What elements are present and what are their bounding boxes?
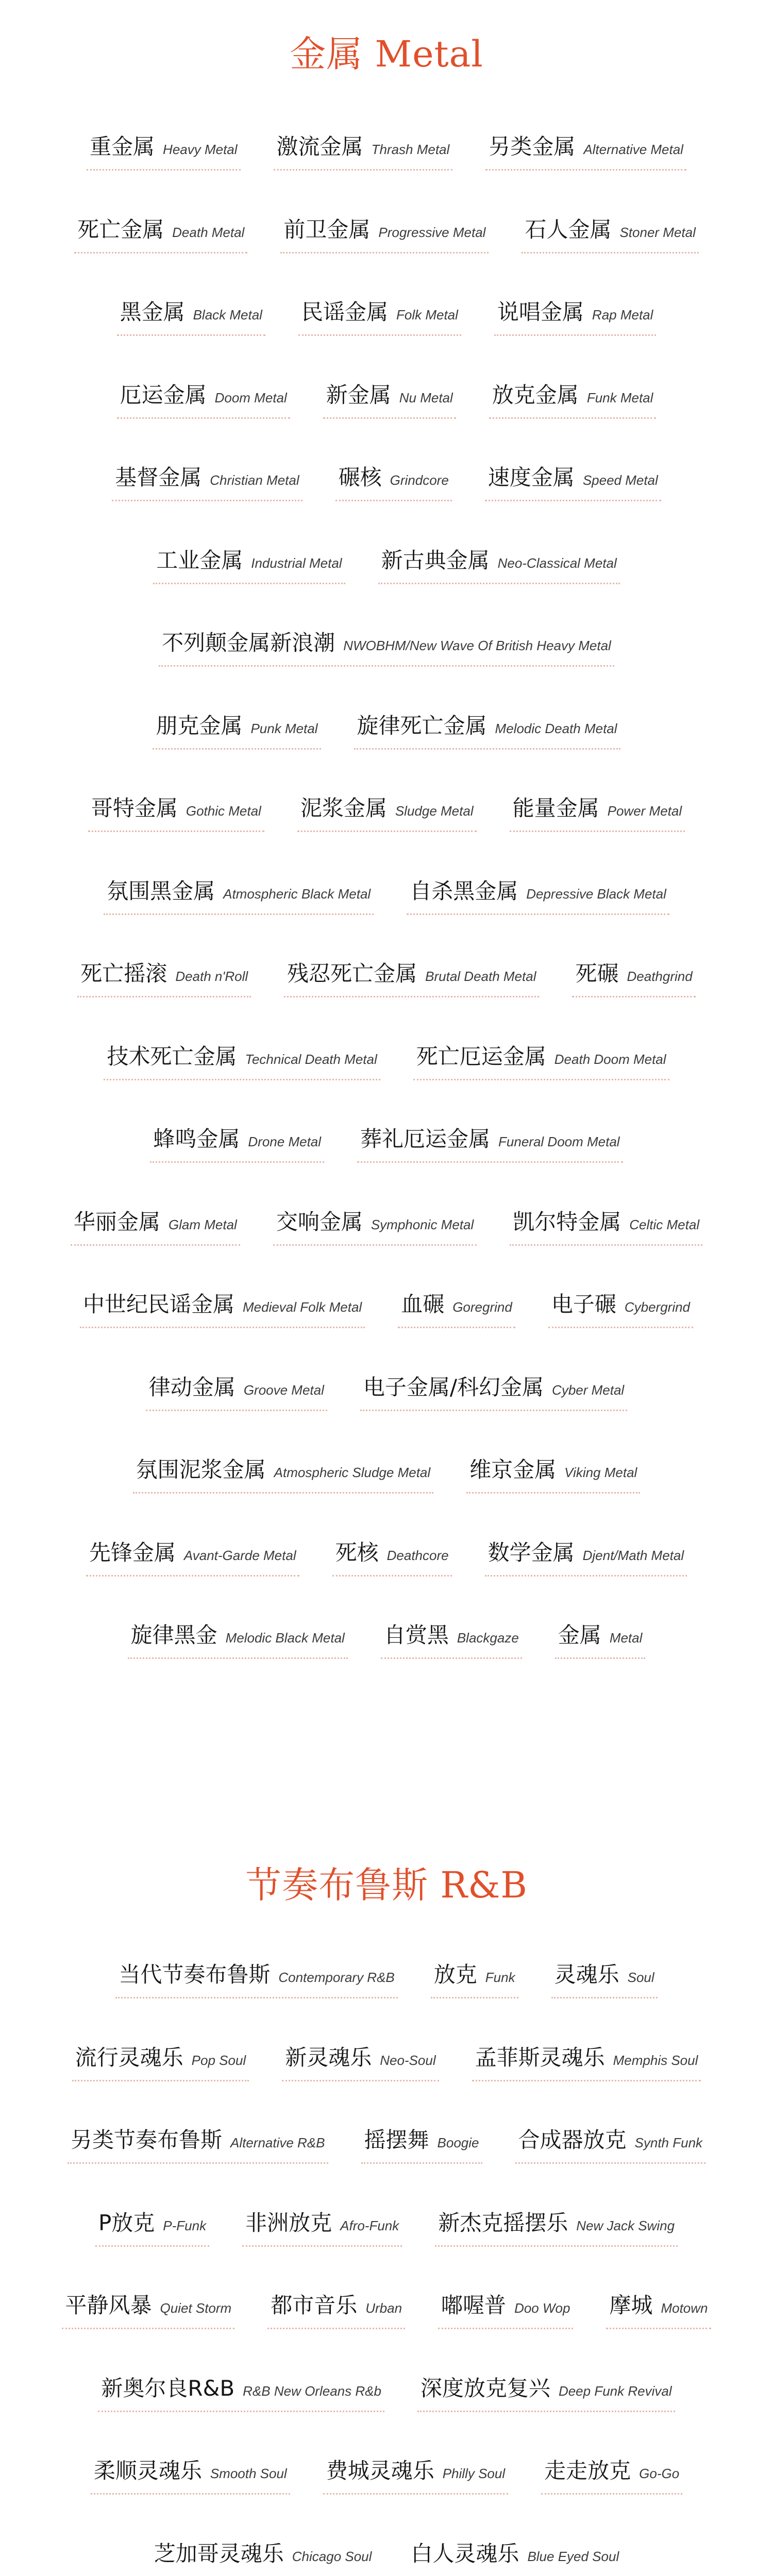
genre-chinese-name: 黑金属 [120,299,185,325]
genre-item [515,2126,706,2164]
genre-english-name: Memphis Soul [613,2053,698,2068]
genre-item [98,2375,384,2412]
genre-item [95,2209,209,2247]
genre-english-name: Progressive Metal [378,225,486,240]
genre-english-name: Doom Metal [214,390,287,405]
genre-chinese-name: 自杀黑金属 [410,878,518,904]
genre-chinese-name: 凯尔特金属 [513,1209,621,1234]
genre-chinese-name: 死亡摇滚 [80,961,167,986]
genre-english-name: Deep Funk Revival [558,2383,672,2399]
genre-item [62,2292,234,2329]
genre-item [335,464,452,501]
genre-item [74,216,247,253]
genre-item [273,1208,477,1246]
genre-item [280,216,489,253]
genre-chinese-name: 氛围泥浆金属 [136,1457,266,1482]
genre-chinese-name: 泥浆金属 [300,795,387,821]
genre-item [112,464,302,501]
genre-english-name: Synth Funk [634,2135,703,2150]
genre-chinese-name: 死核 [335,1540,379,1565]
genre-item [150,1125,324,1163]
genre-row [0,712,773,750]
genre-english-name: Power Metal [607,803,682,819]
genre-chinese-name: 深度放克复兴 [420,2376,550,2401]
genre-row [0,547,773,584]
genre-row [0,2540,773,2576]
genre-english-name: Neo-Classical Metal [497,555,617,571]
genre-item [472,2044,701,2081]
genre-chinese-name: 律动金属 [148,1375,236,1400]
genre-row [0,2375,773,2412]
genre-english-name: Punk Metal [250,721,318,736]
genre-english-name: P-Funk [163,2218,207,2233]
genre-english-name: Philly Soul [442,2466,506,2481]
genre-english-name: New Jack Swing [576,2218,675,2233]
genre-english-name: Nu Metal [399,390,453,405]
genre-item [80,1291,365,1328]
genre-chinese-name: 能量金属 [512,795,599,821]
genre-item [510,1208,702,1246]
genre-english-name: Viking Metal [564,1465,637,1480]
genre-english-name: Djent/Math Metal [582,1548,684,1563]
genre-item [489,381,657,419]
genre-item [77,960,251,997]
genre-item [282,2044,439,2081]
genre-english-name: Rap Metal [592,307,653,323]
genre-item [153,547,345,584]
genre-item [438,2292,573,2329]
genre-english-name: Gothic Metal [186,803,261,819]
genre-english-name: Urban [365,2300,402,2316]
genre-item [87,133,241,171]
genre-english-name: Groove Metal [243,1382,324,1398]
genre-chinese-name: 都市音乐 [271,2293,358,2318]
genre-item [485,1539,687,1577]
genre-english-name: Speed Metal [582,472,658,488]
genre-chinese-name: 蜂鸣金属 [153,1126,240,1151]
genre-item [381,1621,522,1659]
genre-item [606,2292,711,2329]
genre-chinese-name: 重金属 [90,134,155,159]
genre-item [357,1125,623,1163]
genre-english-name: Depressive Black Metal [526,886,666,902]
genre-item [104,1043,380,1080]
genre-english-name: Deathgrind [627,969,693,984]
genre-english-name: Alternative Metal [583,142,683,157]
genre-chinese-name: 碾核 [338,465,382,490]
genre-item [284,960,539,997]
genre-item [522,216,698,253]
genre-english-name: Motown [661,2300,708,2316]
genre-item [68,2126,328,2164]
section-title: 金属 Metal [290,33,483,75]
genre-row [0,1456,773,1494]
genre-english-name: Go-Go [639,2466,680,2481]
genre-item [407,877,669,915]
genre-english-name: Avant-Garde Metal [183,1548,296,1563]
genre-chinese-name: 电子金属/科幻金属 [363,1375,544,1400]
genre-row [0,1621,773,1659]
genre-chinese-name: 电子碾 [551,1292,616,1317]
genre-chinese-name: 维京金属 [469,1457,557,1482]
genre-english-name: Chicago Soul [292,2549,372,2564]
genre-english-name: Stoner Metal [619,225,696,240]
genre-english-name: Soul [627,1970,654,1985]
genre-item [548,1291,693,1328]
genre-chinese-name: 放克 [433,1962,477,1987]
genre-row [0,629,773,667]
genre-english-name: Drone Metal [248,1134,322,1149]
genre-item [297,794,477,832]
genre-row [0,2126,773,2164]
genre-chinese-name: 血碾 [401,1292,445,1317]
genre-english-name: Brutal Death Metal [425,969,536,984]
genre-item [378,547,620,584]
genre-chinese-name: 流行灵魂乐 [75,2045,183,2070]
genre-item [159,629,614,667]
genre-row [0,960,773,997]
genre-row [0,1208,773,1246]
genre-item [91,2457,290,2495]
genre-chinese-name: 摇摆舞 [364,2127,429,2153]
genre-chinese-name: 新古典金属 [381,548,490,573]
genre-item [323,2457,508,2495]
genre-chinese-name: 走走放克 [544,2458,631,2483]
genre-chinese-name: 新杰克摇摆乐 [438,2210,568,2235]
genre-english-name: Death n'Roll [175,969,248,984]
genre-item [510,794,685,832]
genre-chinese-name: 厄运金属 [120,382,207,408]
genre-item [417,2375,675,2412]
genre-item [494,298,657,336]
genre-row [0,794,773,832]
genre-item [541,2457,682,2495]
genre-item [267,2292,405,2329]
genre-item [485,133,686,171]
genre-english-name: Cybergrind [624,1299,691,1315]
genre-english-name: Death Metal [172,225,245,240]
genre-item [435,2209,678,2247]
genre-english-name: Blue Eyed Soul [527,2549,619,2564]
genre-chinese-name: 数学金属 [488,1540,575,1565]
genre-chinese-name: 新金属 [326,382,391,408]
genre-chinese-name: 摩城 [609,2293,653,2318]
genre-item [572,960,695,997]
genre-row [0,464,773,501]
genre-chinese-name: 不列颠金属新浪潮 [162,630,335,655]
genre-chinese-name: 中世纪民谣金属 [82,1292,234,1317]
genre-chinese-name: P放克 [98,2210,155,2235]
genre-chinese-name: 技术死亡金属 [107,1044,237,1069]
genre-item [86,1539,299,1577]
genre-chinese-name: 葬礼厄运金属 [360,1126,491,1151]
genre-english-name: Medieval Folk Metal [242,1299,362,1315]
genre-english-name: Glam Metal [168,1217,237,1232]
genre-chinese-name: 白人灵魂乐 [411,2541,519,2566]
genre-chinese-name: 速度金属 [488,465,575,490]
genre-chinese-name: 工业金属 [156,548,243,573]
genre-row [0,2044,773,2081]
genre-chinese-name: 哥特金属 [91,795,178,821]
genre-row [0,2292,773,2329]
genre-item [408,2540,622,2576]
genre-chinese-name: 芝加哥灵魂乐 [154,2541,284,2566]
genre-chinese-name: 平静风暴 [65,2293,152,2318]
genre-english-name: R&B New Orleans R&b [243,2383,381,2399]
genre-item [104,877,374,915]
genre-chinese-name: 旋律死亡金属 [357,713,487,738]
genre-english-name: NWOBHM/New Wave Of British Heavy Metal [343,638,611,653]
genre-english-name: Grindcore [390,472,449,488]
genre-chinese-name: 费城灵魂乐 [326,2458,434,2483]
genre-english-name: Boogie [437,2135,479,2150]
genre-chinese-name: 石人金属 [525,217,612,242]
genre-chinese-name: 死碾 [575,961,619,986]
genre-english-name: Funk Metal [586,390,653,405]
genre-chinese-name: 氛围黑金属 [107,878,215,904]
genre-item [117,381,290,419]
genre-row [0,1374,773,1411]
genre-english-name: Quiet Storm [160,2300,232,2316]
genre-english-name: Pop Soul [191,2053,246,2068]
genre-english-name: Metal [609,1630,643,1646]
genre-item [485,464,661,501]
genre-english-name: Sludge Metal [395,803,474,819]
genre-chinese-name: 非洲放克 [245,2210,332,2235]
genre-item [274,133,453,171]
genre-english-name: Melodic Death Metal [495,721,617,736]
genre-english-name: Goregrind [452,1299,512,1315]
genre-chinese-name: 合成器放克 [518,2127,627,2153]
genre-chinese-name: 华丽金属 [73,1209,160,1234]
genre-chinese-name: 嘟喔普 [441,2293,507,2318]
genre-english-name: Cyber Metal [552,1382,625,1398]
genre-row [0,1125,773,1163]
genre-item [298,298,461,336]
genre-row [0,133,773,171]
genre-item [360,1374,627,1411]
genre-row [0,1043,773,1080]
genre-english-name: Alternative R&B [230,2135,325,2150]
genre-item [151,2540,375,2576]
genre-item [551,1961,658,1998]
genre-chinese-name: 交响金属 [276,1209,363,1234]
genre-chinese-name: 死亡厄运金属 [416,1044,546,1069]
genre-english-name: Blackgaze [457,1630,519,1646]
genre-chinese-name: 前卫金属 [283,217,371,242]
genre-chinese-name: 柔顺灵魂乐 [93,2458,202,2483]
genre-english-name: Atmospheric Black Metal [223,886,371,902]
genre-item [555,1621,646,1659]
genre-english-name: Funk [485,1970,515,1985]
genre-chinese-name: 旋律黑金 [130,1622,217,1648]
genre-item [323,381,456,419]
genre-item [242,2209,402,2247]
genre-row [0,216,773,253]
genre-chinese-name: 金属 [558,1622,601,1648]
genre-english-name: Deathcore [386,1548,449,1563]
genre-row [0,1291,773,1328]
genre-english-name: Death Doom Metal [554,1052,666,1067]
genre-chinese-name: 死亡金属 [77,217,164,242]
genre-chinese-name: 灵魂乐 [554,1962,619,1987]
genre-english-name: Neo-Soul [380,2053,436,2068]
genre-item [128,1621,348,1659]
genre-english-name: Technical Death Metal [245,1052,377,1067]
genre-chinese-name: 朋克金属 [156,713,243,738]
genre-chinese-name: 残忍死亡金属 [287,961,417,986]
genre-english-name: Funeral Doom Metal [498,1134,620,1149]
genre-chinese-name: 另类金属 [489,134,576,159]
genre-item [146,1374,327,1411]
genre-chinese-name: 当代节奏布鲁斯 [119,1962,271,1987]
genre-item [115,1961,397,1998]
genre-chinese-name: 自赏黑 [383,1622,449,1648]
genre-item [133,1456,434,1494]
genre-english-name: Doo Wop [514,2300,570,2316]
genre-item [71,1208,240,1246]
genre-english-name: Industrial Metal [251,555,342,571]
genre-english-name: Christian Metal [210,472,299,488]
genre-item [413,1043,669,1080]
genre-english-name: Contemporary R&B [278,1970,395,1985]
genre-item [361,2126,482,2164]
genre-english-name: Heavy Metal [163,142,238,157]
genre-chinese-name: 孟菲斯灵魂乐 [475,2045,605,2070]
genre-chinese-name: 激流金属 [276,134,363,159]
genre-english-name: Melodic Black Metal [225,1630,345,1646]
genre-english-name: Smooth Soul [210,2466,287,2481]
genre-row [0,2457,773,2495]
genre-chinese-name: 新灵魂乐 [285,2045,372,2070]
section-title: 节奏布鲁斯 R&B [245,1864,528,1906]
genre-item [117,298,265,336]
genre-item [398,1291,515,1328]
genre-chinese-name: 另类节奏布鲁斯 [70,2127,222,2153]
genre-item [466,1456,640,1494]
genre-row [0,381,773,419]
genre-english-name: Atmospheric Sludge Metal [274,1465,431,1480]
genre-chinese-name: 民谣金属 [301,299,388,325]
genre-english-name: Thrash Metal [371,142,450,157]
genre-row [0,1961,773,1998]
genre-row [0,2209,773,2247]
genre-chinese-name: 新奥尔良R&B [101,2376,235,2401]
genre-chinese-name: 说唱金属 [497,299,584,325]
genre-item [153,712,321,750]
genre-english-name: Black Metal [193,307,262,323]
genre-english-name: Celtic Metal [629,1217,700,1232]
genre-chinese-name: 先锋金属 [89,1540,176,1565]
genre-item [88,794,264,832]
genre-item [332,1539,452,1577]
genre-chinese-name: 放克金属 [492,382,579,408]
genre-row [0,1539,773,1577]
genre-row [0,877,773,915]
genre-english-name: Folk Metal [396,307,458,323]
genre-english-name: Afro-Funk [340,2218,399,2233]
genre-chinese-name: 基督金属 [115,465,202,490]
genre-item [431,1961,518,1998]
genre-item [72,2044,249,2081]
genre-item [354,712,620,750]
genre-row [0,298,773,336]
genre-english-name: Symphonic Metal [371,1217,474,1232]
